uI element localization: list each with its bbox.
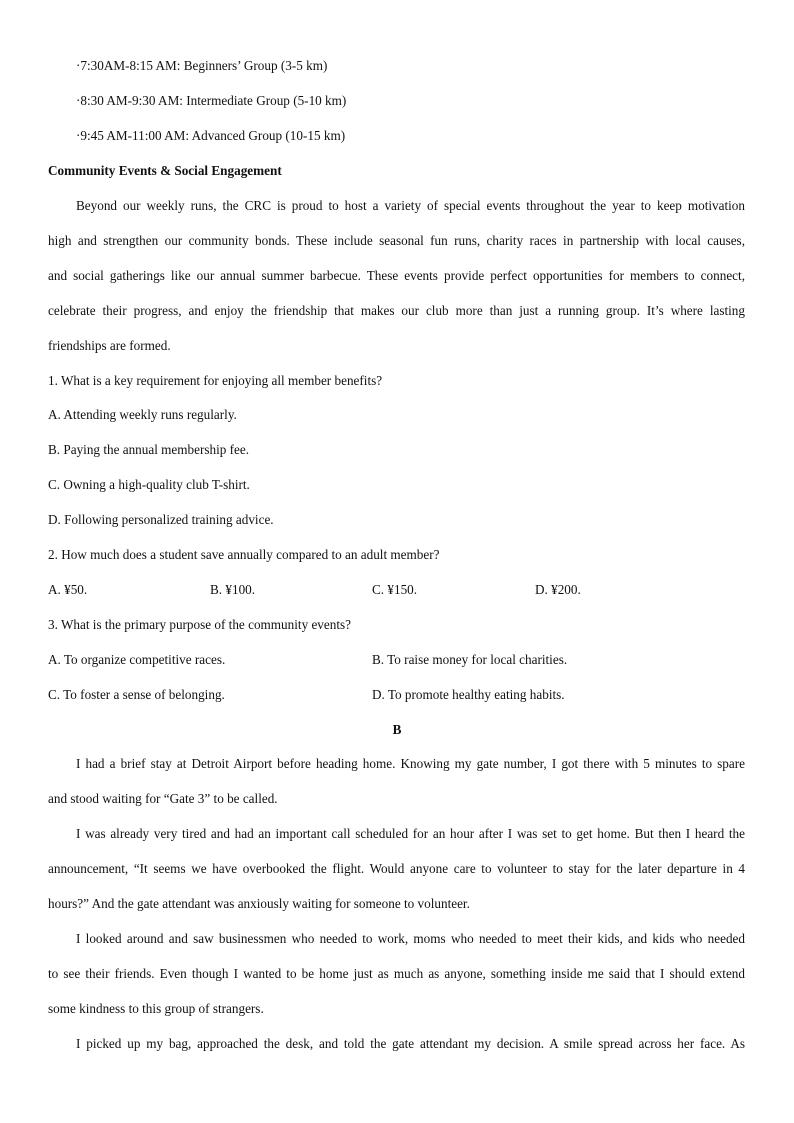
paragraph-line: Beyond our weekly runs, the CRC is proud to host a variety of special events throughout the year to keep motivation bbox=[76, 198, 745, 213]
schedule-item-beginners: ·7:30AM-8:15 AM: Beginners’ Group (3-5 km) bbox=[76, 58, 328, 73]
story-line: to see their friends. Even though I wanted to be home just as much as anyone, something inside me said that I should extend bbox=[48, 966, 745, 981]
q3-option-c: C. To foster a sense of belonging. bbox=[48, 687, 225, 702]
q2-option-a: A. ¥50. bbox=[48, 582, 88, 597]
q1-option-c: C. Owning a high-quality club T-shirt. bbox=[48, 477, 250, 492]
q3-option-b: B. To raise money for local charities. bbox=[372, 652, 568, 667]
story-line: I picked up my bag, approached the desk, and told the gate attendant my decision. A smile spread across her face. As bbox=[76, 1036, 745, 1051]
story-line: I looked around and saw businessmen who needed to work, moms who needed to meet their kids, and kids who needed bbox=[76, 931, 745, 946]
q2-option-c: C. ¥150. bbox=[372, 582, 418, 597]
story-line: announcement, “It seems we have overbooked the flight. Would anyone care to volunteer to stay for the later departure in 4 bbox=[48, 861, 745, 876]
story-line: hours?” And the gate attendant was anxiously waiting for someone to volunteer. bbox=[48, 896, 470, 911]
section-b-label: B bbox=[392, 722, 402, 737]
story-line: I had a brief stay at Detroit Airport before heading home. Knowing my gate number, I got there with 5 minutes to spare bbox=[76, 756, 745, 771]
section-heading: Community Events & Social Engagement bbox=[48, 163, 282, 178]
q2-option-b: B. ¥100. bbox=[210, 582, 256, 597]
story-line: I was already very tired and had an important call scheduled for an hour after I was set to get home. But then I heard the bbox=[76, 826, 745, 841]
question-1: 1. What is a key requirement for enjoying all member benefits? bbox=[48, 373, 383, 388]
paragraph-line: friendships are formed. bbox=[48, 338, 171, 353]
schedule-item-advanced: ·9:45 AM-11:00 AM: Advanced Group (10-15 km) bbox=[76, 128, 346, 143]
paragraph-line: celebrate their progress, and enjoy the friendship that makes our club more than just a running group. It’s where lasting bbox=[48, 303, 745, 318]
q3-option-d: D. To promote healthy eating habits. bbox=[372, 687, 565, 702]
story-line: and stood waiting for “Gate 3” to be called. bbox=[48, 791, 278, 806]
story-line: some kindness to this group of strangers. bbox=[48, 1001, 264, 1016]
q2-option-d: D. ¥200. bbox=[535, 582, 581, 597]
q1-option-b: B. Paying the annual membership fee. bbox=[48, 442, 250, 457]
q1-option-a: A. Attending weekly runs regularly. bbox=[48, 407, 237, 422]
question-2: 2. How much does a student save annually compared to an adult member? bbox=[48, 547, 440, 562]
question-3: 3. What is the primary purpose of the community events? bbox=[48, 617, 351, 632]
q1-option-d: D. Following personalized training advice. bbox=[48, 512, 274, 527]
q3-option-a: A. To organize competitive races. bbox=[48, 652, 226, 667]
paragraph-line: and social gatherings like our annual summer barbecue. These events provide perfect opportunities for members to connect, bbox=[48, 268, 745, 283]
schedule-item-intermediate: ·8:30 AM-9:30 AM: Intermediate Group (5-10 km) bbox=[76, 93, 347, 108]
paragraph-line: high and strengthen our community bonds. These include seasonal fun runs, charity races in partnership with local causes, bbox=[48, 233, 745, 248]
